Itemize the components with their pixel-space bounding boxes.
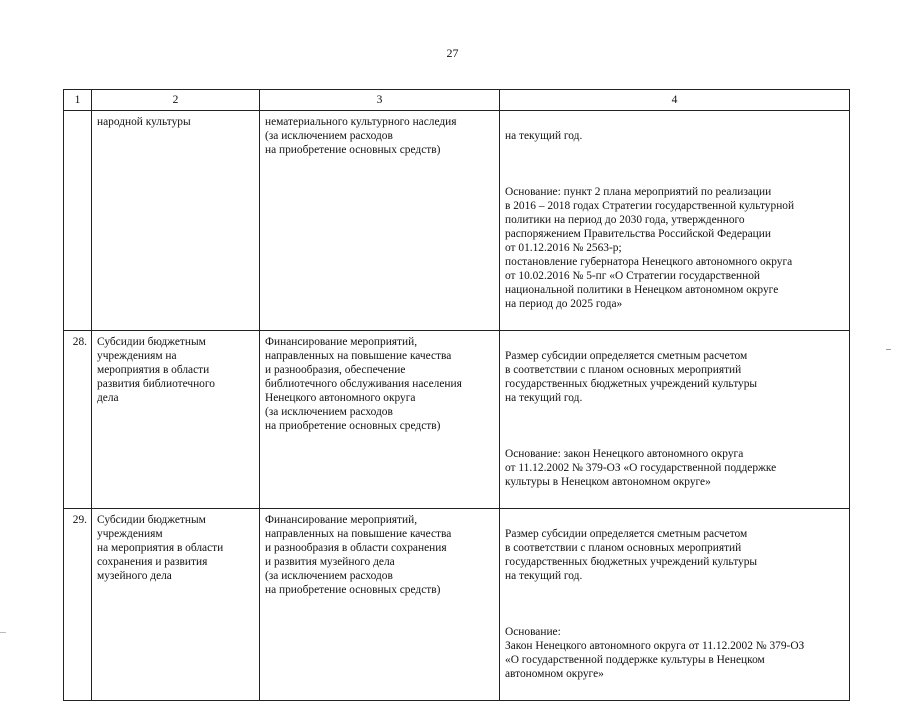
budget-table: [63, 89, 850, 701]
basis-text-1: Размер субсидии определяется сметным расчетом в соответствии с планом основных мероприятий государственных бюджетных учреждений культуры на текущий год.: [505, 528, 758, 582]
subsidy-name-cell: Субсидии бюджетным учреждениям на мероприятия в области сохранения и развития музейного дела: [92, 509, 260, 701]
row-number: 29.: [64, 509, 92, 701]
page-number: 27: [446, 46, 459, 60]
basis-cell: [500, 111, 850, 331]
row-number: [64, 111, 92, 331]
basis-text-1: на текущий год.: [505, 130, 583, 142]
basis-cell: [500, 331, 850, 509]
header-cell-3: 3: [260, 90, 500, 111]
table-row: [64, 111, 850, 331]
header-cell-1: 1: [64, 90, 92, 111]
table-row: [64, 509, 850, 701]
basis-cell: [500, 509, 850, 701]
header-cell-2: 2: [92, 90, 260, 111]
table-row: [64, 331, 850, 509]
subsidy-name-cell: Субсидии бюджетным учреждениям на мероприятия в области развития библиотечного дела: [92, 331, 260, 509]
scan-edge-mark: [886, 349, 891, 350]
purpose-cell: нематериального культурного наследия (за исключением расходов на приобретение основных средств): [260, 111, 500, 331]
purpose-cell: Финансирование мероприятий, направленных на повышение качества и разнообразия в области сохранения и развития музейного дела (за исключением расходов на приобретение основных средств): [260, 509, 500, 701]
scan-corner-mark: [0, 632, 6, 633]
header-cell-4: 4: [500, 90, 850, 111]
table-header-row: [64, 90, 850, 111]
basis-text-2: Основание: Закон Ненецкого автономного округа от 11.12.2002 № 379-ОЗ «О государственной поддержке культуры в Ненецком автономном округе»: [505, 626, 805, 680]
basis-text-1: Размер субсидии определяется сметным расчетом в соответствии с планом основных мероприятий государственных бюджетных учреждений культуры на текущий год.: [505, 350, 758, 404]
basis-text-2: Основание: пункт 2 плана мероприятий по реализации в 2016 – 2018 годах Стратегии государственной культурной политики на период до 2030 года, утвержденного распоряжением Правительства Российской Федерации от 01.12.2016 № 2563-р; постановление губернатора Ненецкого автономного округа от 10.02.2016 № 5-пг «О Стратегии государственной национальной политики в Ненецком автономном округе на период до 2025 года»: [505, 186, 795, 310]
purpose-cell: Финансирование мероприятий, направленных на повышение качества и разнообразия, обеспечение библиотечного обслуживания населения Ненецкого автономного округа (за исключением расходов на приобретение основных средств): [260, 331, 500, 509]
basis-text-2: Основание: закон Ненецкого автономного округа от 11.12.2002 № 379-ОЗ «О государственной поддержке культуры в Ненецком автономном округе»: [505, 448, 777, 488]
subsidy-name-cell: народной культуры: [92, 111, 260, 331]
row-number: 28.: [64, 331, 92, 509]
